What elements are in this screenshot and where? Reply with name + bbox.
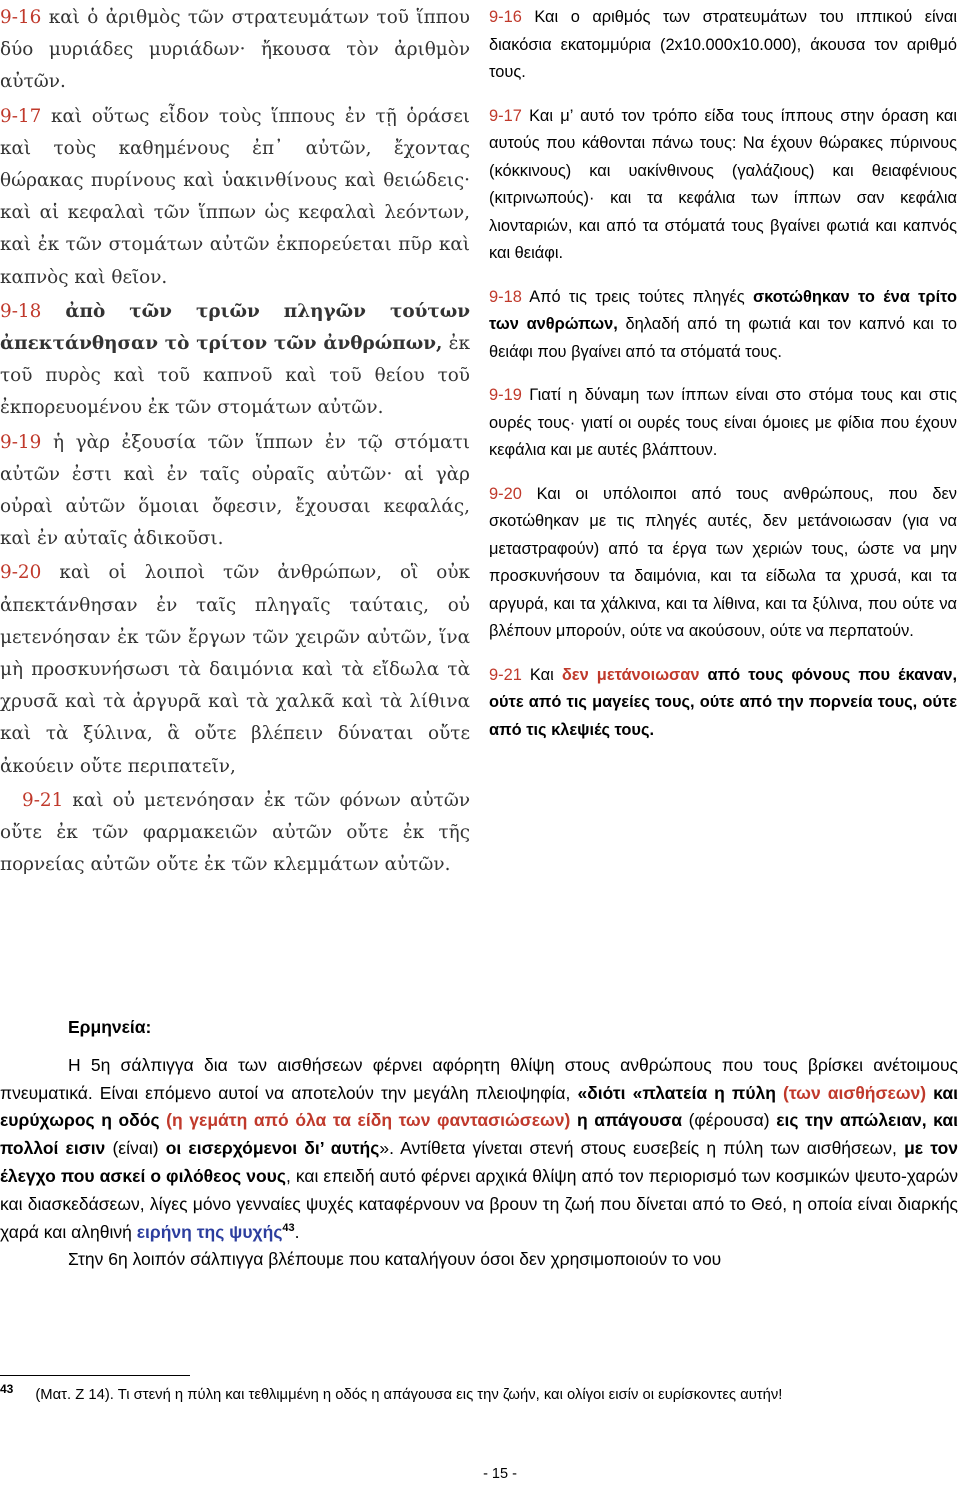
verse-number: 9-21 (489, 665, 522, 684)
text: . (294, 1221, 300, 1242)
modern-verse-20 (489, 481, 957, 646)
text: ». Αντίθετα γίνεται στενή στους ευσεβείς η πύλη των αισθήσεων, (379, 1138, 905, 1159)
verse-red-bold-text: δεν μετάνοιωσαν (561, 665, 700, 684)
commentary-paragraph-1 (0, 1052, 958, 1247)
verse-bold-text: από τους φόνους που έκαναν, ούτε από τις μαγείες τους, ούτε από την πορνεία τους, ούτε από τις κλεψιές τους. (489, 665, 958, 739)
bold-text: οι εισερχόμενοι δι’ αυτής (165, 1138, 380, 1159)
verse-number: 9-19 (489, 386, 522, 404)
footnote (0, 1383, 958, 1407)
bold-text: εις την απώλειαν, και πολλοί εισιν (0, 1110, 958, 1159)
commentary-paragraph-2: Στην 6η λοιπόν σάλπιγγα βλέπουμε που καταλήγουν όσοι δεν χρησιμοποιούν το νου (68, 1249, 722, 1270)
verse-text: Και (521, 665, 562, 684)
commentary-section (0, 1014, 958, 1274)
verse-number: 9-19 (0, 431, 42, 453)
page-number: - 15 - (483, 1466, 517, 1482)
verse-number: 9-18 (489, 287, 522, 306)
red-text: (των αισθήσεων) (775, 1082, 927, 1103)
footnote-number: 43 (0, 1382, 14, 1397)
commentary-heading: Ερμηνεία: (68, 1017, 152, 1037)
verse-number: 9-16 (0, 7, 42, 28)
verse-text: καὶ οἱ λοιποὶ τῶν ἀνθρώπων, οἳ οὐκ ἀπεκτάνθησαν ἐν ταῖς πληγαῖς ταύταις, οὐ μετενόησαν ἐκ τῶν ἔργων τῶν χειρῶν αὐτῶν, ἵνα μὴ προσκυνήσωσι τὰ δαιμόνια καὶ τὰ εἴδωλα τὰ χρυσᾶ καὶ τὰ ἀργυρᾶ καὶ τὰ χαλκᾶ καὶ τὰ λίθινα καὶ τὰ ξύλινα, ἃ οὔτε βλέπειν δύναται οὔτε ἀκούειν οὔτε περιπατεῖν, (0, 562, 470, 777)
greek-verse-17 (0, 101, 470, 294)
bold-text: «διότι «πλατεία η πύλη (577, 1082, 776, 1103)
greek-text-column (0, 2, 470, 883)
footnote-reference[interactable]: 43 (282, 1221, 295, 1234)
verse-number: 9-17 (0, 105, 42, 127)
verse-text: Γιατί η δύναμη των ίππων είναι στο στόμα τους και στις ουρές τους· γιατί οι ουρές τους είναι όμοιες με φίδια που έχουν κεφάλια και με αυτές βλάπτουν. (489, 386, 957, 459)
verse-text: καὶ οὐ μετενόησαν ἐκ τῶν φόνων αὐτῶν οὔτε ἐκ τῶν φαρμακειῶν αὐτῶν οὔτε ἐκ τῆς πορνείας αὐτῶν οὔτε ἐκ τῶν κλεμμάτων αὐτῶν. (0, 789, 470, 876)
text: Η 5η σάλπιγγα δια των αισθήσεων φέρνει αφόρητη θλίψη στους ανθρώπους που τους βρίσκει ανέτοιμους πνευματικά. Είναι επόμενο αυτοί να αποτελούν την μεγάλη πλειοψηφία, (0, 1054, 958, 1103)
greek-verse-20 (0, 557, 470, 782)
text: (είναι) (105, 1138, 166, 1159)
verse-text: καὶ οὕτως εἶδον τοὺς ἵππους ἐν τῇ ὁράσει καὶ τοὺς καθημένους ἐπ᾽ αὐτῶν, ἔχοντας θώρακας πυρίνους καὶ ὑακινθίνους καὶ θειώδεις· καὶ αἱ κεφαλαὶ τῶν ἵππων ὡς κεφαλαὶ λεόντων, καὶ ἐκ τῶν στομάτων αὐτῶν ἐκπορεύεται πῦρ καὶ καπνὸς καὶ θεῖον. (0, 105, 470, 288)
modern-verse-16 (489, 4, 957, 87)
verse-text: καὶ ὁ ἀριθμὸς τῶν στρατευμάτων τοῦ ἵππου δύο μυριάδες μυριάδων· ἤκουσα τὸν ἀριθμὸν αὐτῶν. (0, 7, 470, 93)
text: , και επειδή αυτό φέρνει αρχικά θλίψη από τον περιορισμό των κοσμικών ψευτο-χαρών και διασκεδάσεων, λίγες μόνο γενναίες ψυχές καταφέρνουν να βρουν τη ζωή που δίνεται από το Θεό, η οποία είναι διαρκής χαρά και αληθινή (0, 1165, 958, 1242)
modern-verse-17 (489, 103, 957, 268)
verse-number: 9-17 (489, 106, 522, 125)
text: (φέρουσα) (682, 1110, 777, 1131)
greek-verse-21 (0, 785, 470, 882)
verse-text: Και οι υπόλοιποι από τους ανθρώπους, που δεν σκοτώθηκαν με τις πληγές αυτές, δεν μετάνοιωσαν (για να μεταστραφούν) από τα έργα των χεριών τους, ώστε να μην προσκυνήσουν τα δαιμόνια, και τα είδωλα τα χρυσά, και τα αργυρά, και τα χάλκινα, και τα λίθινα, και τα ξύλινα, που ούτε να βλέπουν μπορούν, ούτε να ακούσουν, ούτε να περπατούν. (489, 484, 957, 640)
greek-verse-16 (0, 2, 470, 99)
verse-number: 9-21 (22, 789, 64, 811)
verse-number: 9-16 (489, 8, 522, 26)
red-text: (η γεμάτη από όλα τα είδη των φαντασιώσεων) (159, 1110, 571, 1131)
blue-bold-text: ειρήνη της ψυχής (136, 1221, 283, 1242)
verse-text: Και μ’ αυτό τον τρόπο είδα τους ίππους στην όραση και αυτούς που κάθονται πάνω τους: Να έχουν θώρακες πύρινους (κόκκινους) και υακίνθινους (γαλάζιους) και θειαφένιους (κιτρινωπούς)· και τα κεφάλια των ίππων σαν κεφάλια λιονταριών, και από τα στόματά τους βγαίνει φωτιά και καπνός και θειάφι. (489, 106, 957, 262)
modern-verse-21 (489, 662, 957, 745)
greek-verse-19 (0, 427, 470, 556)
greek-verse-18 (0, 296, 470, 425)
bold-text: η απάγουσα (570, 1110, 683, 1131)
verse-text: Και ο αριθμός των στρατευμάτων του ιππικού είναι διακόσια εκατομμύρια (2x10.000x10.000), άκουσα τον αριθμό τους. (489, 8, 957, 81)
verse-number: 9-20 (489, 484, 522, 503)
verse-bold-text: σκοτώθηκαν το ένα τρίτο των ανθρώπων, (489, 287, 957, 333)
modern-greek-column (489, 4, 957, 760)
verse-number: 9-20 (0, 562, 42, 584)
verse-text: Από τις τρεις τούτες πληγές (521, 287, 753, 306)
verse-text: ἐκ τοῦ πυρὸς καὶ τοῦ καπνοῦ καὶ τοῦ θείου τοῦ ἐκπορευομένου ἐκ τῶν στομάτων αὐτῶν. (0, 333, 470, 419)
bold-text: και ευρύχωρος η οδός (0, 1082, 958, 1131)
modern-verse-19 (489, 382, 957, 465)
footnote-separator (0, 1375, 190, 1376)
verse-text: ἡ γὰρ ἐξουσία τῶν ἵππων ἐν τῷ στόματι αὐτῶν ἐστι καὶ ἐν ταῖς οὐραῖς αὐτῶν· αἱ γὰρ οὐραὶ αὐτῶν ὅμοιαι ὄφεσιν, ἔχουσαι κεφαλάς, καὶ ἐν αὐταῖς ἀδικοῦσι. (0, 431, 470, 550)
verse-bold-text: ἀπὸ τῶν τριῶν πληγῶν τούτων ἀπεκτάνθησαν τὸ τρίτον τῶν ἀνθρώπων, (0, 300, 470, 355)
verse-number: 9-18 (0, 300, 42, 322)
verse-text-end: δηλαδή από τη φωτιά και τον καπνό και το θειάφι που βγαίνει από τα στόματά τους. (489, 315, 958, 361)
footnote-text: (Ματ. Ζ 14). Τι στενή η πύλη και τεθλιμμένη η οδός η απάγουσα εις την ζωήν, και ολίγοι εισίν οι ευρίσκοντες αυτήν! (35, 1387, 783, 1403)
modern-verse-18 (489, 284, 957, 367)
bold-text: με τον έλεγχο που ασκεί ο φιλόθεος νους (0, 1138, 958, 1186)
